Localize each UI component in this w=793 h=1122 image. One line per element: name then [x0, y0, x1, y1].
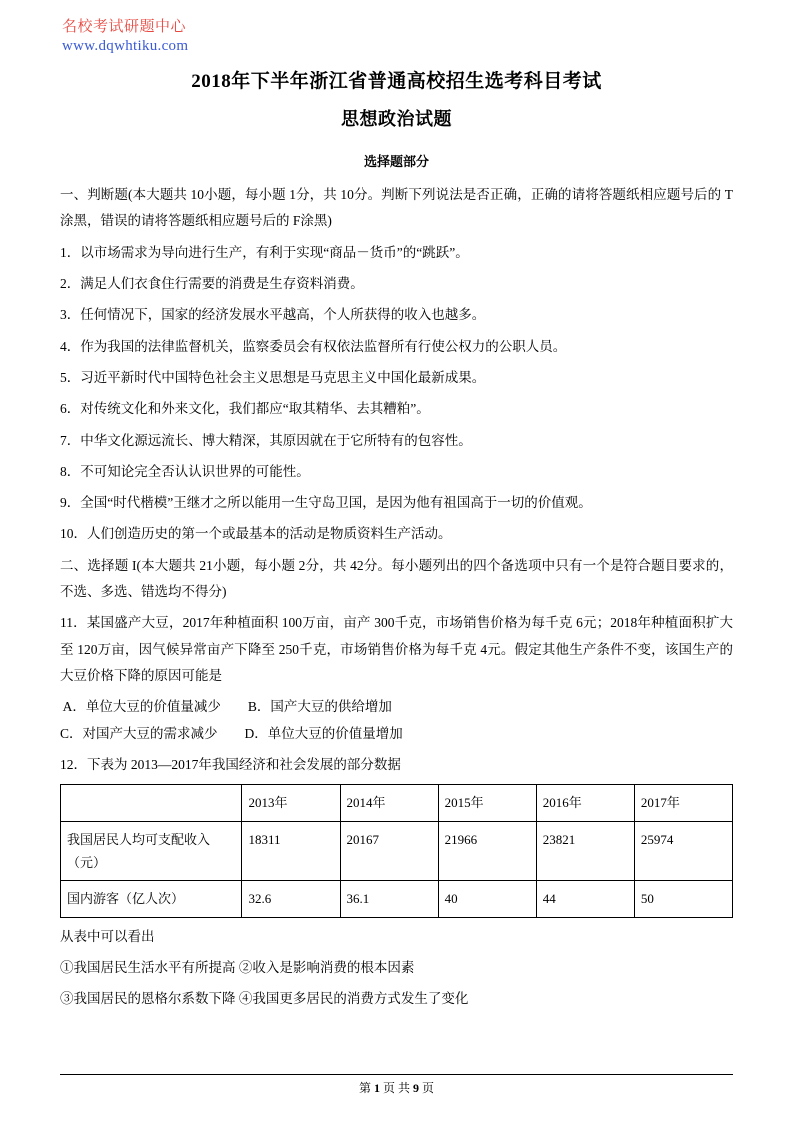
question-11-stem: 11．某国盛产大豆，2017年种植面积 100万亩，亩产 300千克，市场销售价格为每千克 6元；2018年种植面积扩大至 120万亩，因气候异常亩产下降至 250千克，市场销售价格为每千克 4元。假定其他生产条件不变，该国生产的大豆价格下降的原因可能是	[60, 615, 733, 683]
part-two-instruction: 二、选择题 I(本大题共 21小题，每小题 2分，共 42分。每小题列出的四个备选项中只有一个是符合题目要求的，不选、多选、错选均不得分)	[60, 557, 733, 600]
question-item: 8．不可知论完全否认认识世界的可能性。	[60, 463, 310, 479]
question-item: 7．中华文化源远流长、博大精深，其原因就在于它所特有的包容性。	[60, 432, 472, 448]
table-header-cell: 2014年	[340, 785, 438, 821]
table-cell: 36.1	[340, 881, 438, 917]
watermark-url: www.dqwhtiku.com	[62, 37, 189, 54]
question-12-statements: ③我国居民的恩格尔系数下降 ④我国更多居民的消费方式发生了变化	[60, 991, 469, 1007]
question-item: 10．人们创造历史的第一个或最基本的活动是物质资料生产活动。	[60, 526, 452, 542]
table-cell: 44	[536, 881, 634, 917]
footer-total-pages: 9	[413, 1081, 419, 1095]
section-heading: 选择题部分	[363, 154, 429, 169]
table-cell: 50	[634, 881, 732, 917]
document-content	[60, 66, 733, 1013]
question-item: 3．任何情况下，国家的经济发展水平越高，个人所获得的收入也越多。	[60, 307, 486, 323]
table-header-cell: 2015年	[438, 785, 536, 821]
table-cell: 23821	[536, 821, 634, 881]
table-row	[61, 821, 733, 881]
question-12-lead-in: 从表中可以看出	[60, 928, 155, 944]
table-header-cell: 2016年	[536, 785, 634, 821]
watermark-title: 名校考试研题中心	[62, 19, 187, 35]
footer-suffix: 页	[422, 1081, 435, 1095]
table-header-cell: 2013年	[242, 785, 340, 821]
footer-mid: 页 共	[382, 1081, 410, 1095]
question-11-options	[60, 694, 733, 747]
option-row: A．单位大豆的价值量减少 B．国产大豆的供给增加	[60, 699, 392, 715]
table-row	[61, 881, 733, 917]
table-cell: 20167	[340, 821, 438, 881]
footer-prefix: 第	[358, 1081, 371, 1095]
page-footer	[0, 1074, 793, 1096]
table-header-row	[61, 785, 733, 821]
table-row-label: 国内游客（亿人次）	[61, 881, 242, 917]
table-header-cell: 2017年	[634, 785, 732, 821]
table-cell: 40	[438, 881, 536, 917]
footer-divider	[60, 1074, 733, 1075]
watermark	[62, 18, 188, 56]
question-item: 2．满足人们衣食住行需要的消费是生存资料消费。	[60, 275, 364, 291]
question-item: 1．以市场需求为导向进行生产，有利于实现“商品－货币”的“跳跃”。	[60, 244, 469, 260]
page-subtitle: 思想政治试题	[341, 109, 452, 129]
part-one-instruction: 一、判断题(本大题共 10小题，每小题 1分，共 10分。判断下列说法是否正确，正确的请将答题纸相应题号后的 T涂黑，错误的请将答题纸相应题号后的 F涂黑)	[60, 187, 733, 229]
option-row: C．对国产大豆的需求减少 D．单位大豆的价值量增加	[60, 725, 403, 741]
page-title: 2018年下半年浙江省普通高校招生选考科目考试	[191, 71, 602, 92]
table-cell: 32.6	[242, 881, 340, 917]
table-cell: 25974	[634, 821, 732, 881]
question-12-stem: 12．下表为 2013—2017年我国经济和社会发展的部分数据	[60, 756, 401, 772]
question-item: 6．对传统文化和外来文化，我们都应“取其精华、去其糟粕”。	[60, 401, 430, 417]
table-cell: 21966	[438, 821, 536, 881]
page-number	[0, 1079, 793, 1096]
footer-current-page: 1	[373, 1081, 380, 1095]
question-12-statements: ①我国居民生活水平有所提高 ②收入是影响消费的根本因素	[60, 960, 415, 976]
data-table	[60, 784, 733, 918]
table-cell: 18311	[242, 821, 340, 881]
question-item: 4．作为我国的法律监督机关，监察委员会有权依法监督所有行使公权力的公职人员。	[60, 338, 567, 354]
table-row-label: 我国居民人均可支配收入（元）	[61, 821, 242, 881]
question-item: 9．全国“时代楷模”王继才之所以能用一生守岛卫国，是因为他有祖国高于一切的价值观。	[60, 495, 592, 511]
table-header-cell	[61, 785, 242, 821]
question-item: 5．习近平新时代中国特色社会主义思想是马克思主义中国化最新成果。	[60, 369, 486, 385]
